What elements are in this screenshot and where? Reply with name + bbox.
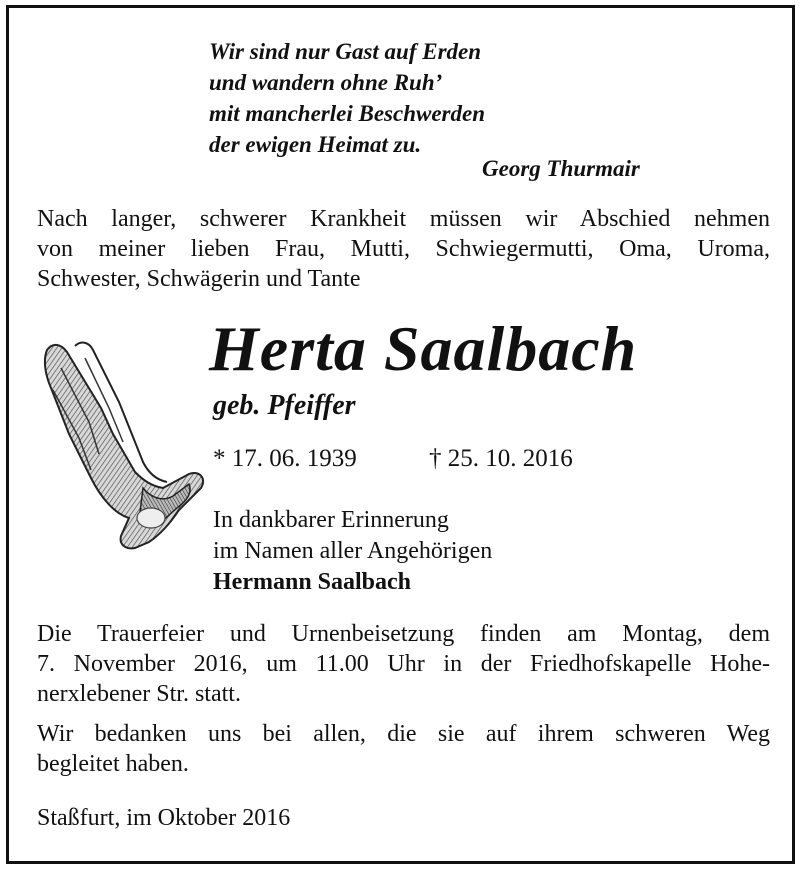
- poem-line: mit mancherlei Beschwerden: [209, 101, 485, 126]
- funeral-details: [37, 619, 770, 709]
- text-line: Schwester, Schwägerin und Tante: [37, 266, 361, 292]
- text-line: Die Trauerfeier und Urnenbeisetzung finden am Montag, dem: [37, 621, 770, 647]
- text-line: begleitet haben.: [37, 751, 189, 777]
- poem-line: der ewigen Heimat zu.: [209, 132, 422, 157]
- memory-line: im Namen aller Angehörigen: [213, 538, 493, 564]
- poem-line: und wandern ohne Ruh’: [209, 70, 443, 95]
- text-line: Wir bedanken uns bei allen, die sie auf ihrem schweren Weg: [37, 721, 770, 747]
- praying-hands-icon: [39, 338, 211, 552]
- memory-block: [213, 505, 492, 598]
- signer-name: Hermann Saalbach: [213, 569, 412, 595]
- poem-author: Georg Thurmair: [482, 156, 640, 181]
- birth-date: * 17. 06. 1939: [213, 445, 357, 472]
- announcement-text: [37, 204, 770, 294]
- place-date: Staßfurt, im Oktober 2016: [37, 805, 291, 831]
- memory-line: In dankbarer Erinnerung: [213, 507, 449, 533]
- poem: [209, 36, 485, 160]
- text-line: von meiner lieben Frau, Mutti, Schwiegermutti, Oma, Uroma,: [37, 236, 770, 262]
- deceased-name: Herta Saalbach: [209, 313, 638, 384]
- obituary-notice: [6, 5, 795, 864]
- poem-line: Wir sind nur Gast auf Erden: [209, 39, 482, 64]
- text-line: 7. November 2016, um 11.00 Uhr in der Friedhofskapelle Hohe-: [37, 651, 770, 677]
- text-line: nerxlebener Str. statt.: [37, 681, 241, 707]
- death-date: † 25. 10. 2016: [429, 445, 573, 472]
- text-line: Nach langer, schwerer Krankheit müssen wir Abschied nehmen: [37, 206, 770, 232]
- thanks-text: [37, 719, 770, 779]
- birth-name: geb. Pfeiffer: [213, 390, 356, 421]
